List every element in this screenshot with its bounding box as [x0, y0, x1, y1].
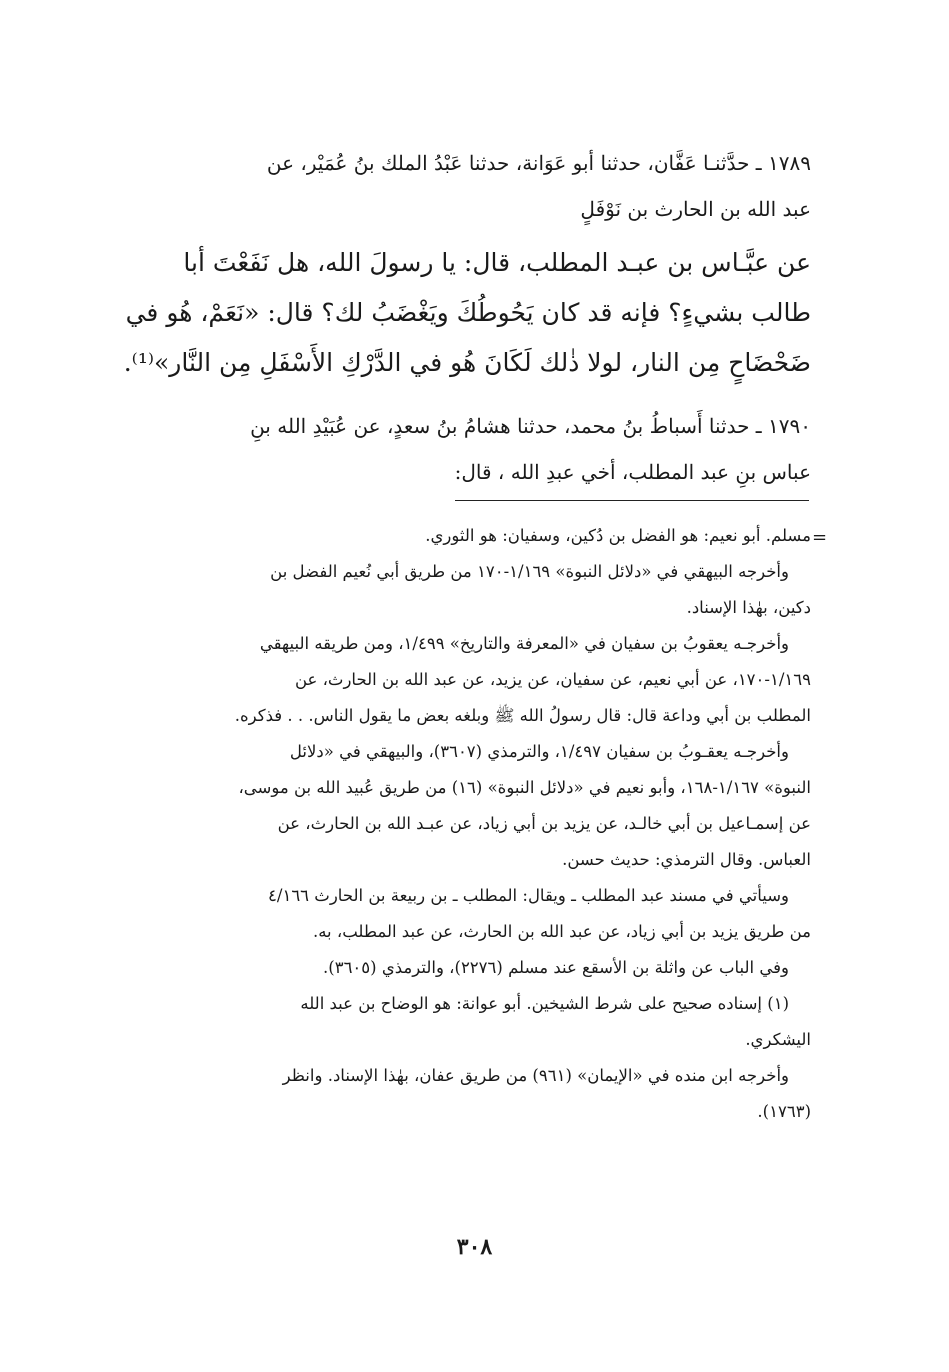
footnote-separator: [455, 500, 809, 501]
footnote-line: وأخرجه البيهقي في «دلائل النبوة» ١/١٦٩-١٧٠ من طريق أبي نُعيم الفضل بن: [270, 562, 789, 581]
footnote-continuation-mark: =: [812, 527, 828, 548]
footnote-line: العباس. وقال الترمذي: حديث حسن.: [562, 850, 811, 869]
text-line: عبد الله بن الحارث بن نَوْفَلٍ: [580, 197, 811, 221]
hadith-1789-matn: [123, 238, 811, 388]
text-line: عن عبَّـاس بن عبـد المطلب، قال: يا رسولَ الله، هل نَفَعْتَ أبا: [183, 248, 811, 277]
text-line: عباس بنِ عبد المطلب، أخي عبدِ الله ، قال:: [454, 460, 811, 484]
footnote-line: وأخرجـه يعقوبُ بن سفيان في «المعرفة والتاريخ» ١/٤٩٩، ومن طريقه البيهقي: [259, 634, 789, 653]
footnote-line: (١٧٦٣).: [757, 1102, 811, 1121]
text-line: ١٧٩٠ ـ حدثنا أَسباطُ بنُ محمد، حدثنا هشامُ بنُ سعدٍ، عن عُبَيْدِ الله بنِ: [250, 414, 811, 438]
footnote-line: اليشكري.: [745, 1030, 811, 1049]
hadith-1790-isnad: [137, 403, 811, 495]
footnote-line: وأخرجه ابن منده في «الإيمان» (٩٦١) من طريق عفان، بهٰذا الإسناد. وانظر: [282, 1066, 789, 1085]
footnote-line: المطلب بن أبي وداعة قال: قال رسولُ الله ﷺ وبلغه بعض ما يقول الناس. . . فذكره.: [234, 706, 811, 725]
text-line: طالب بشيءٍ؟ فإنه قد كان يَحُوطُكَ ويَغْضَبُ لك؟ قال: «نَعَمْ، هُو في: [125, 298, 811, 327]
footnote-line: وأخرجـه يعقـوبُ بن سفيان ١/٤٩٧، والترمذي (٣٦٠٧)، والبيهقي في «دلائل: [289, 742, 789, 761]
footnote-line: عن إسمـاعيل بن أبي خالـد، عن يزيد بن أبي زياد، عن عبـد الله بن الحارث، عن: [277, 814, 811, 833]
footnote-line: ١/١٦٩-١٧٠، عن أبي نعيم، عن سفيان، عن يزيد، عن عبد الله بن الحارث، عن: [294, 670, 811, 689]
footnote-line: النبوة» ١/١٦٧-١٦٨، وأبو نعيم في «دلائل النبوة» (١٦) من طريق عُبيد الله بن موسى،: [238, 778, 811, 797]
footnote-line: (١) إسناده صحيح على شرط الشيخين. أبو عوانة: هو الوضاح بن عبد الله: [300, 994, 789, 1013]
text-line: ضَحْضَاحٍ مِن النار، لولا ذٰلك لَكَانَ هُو في الدَّرْكِ الأَسْفَلِ مِن النَّار»⁽¹⁾.: [123, 348, 811, 377]
footnote-line: مسلم. أبو نعيم: هو الفضل بن دُكين، وسفيان: هو الثوري.: [425, 526, 811, 545]
hadith-1789-isnad: [137, 140, 811, 232]
text-line: ١٧٨٩ ـ حدَّثنـا عَفَّان، حدثنا أبو عَوَانة، حدثنا عَبْدُ الملك بنُ عُمَيْر، عن: [266, 151, 811, 175]
footnotes: [137, 518, 811, 1130]
page-number: ٣٠٨: [456, 1234, 493, 1260]
footnote-line: دكين، بهٰذا الإسناد.: [686, 598, 811, 617]
footnote-line: وفي الباب عن واثلة بن الأسقع عند مسلم (٢٢٧٦)، والترمذي (٣٦٠٥).: [323, 958, 789, 977]
footnote-line: من طريق يزيد بن أبي زياد، عن عبد الله بن الحارث، عن عبد المطلب، به.: [312, 922, 811, 941]
footnote-line: وسيأتي في مسند عبد المطلب ـ ويقال: المطلب ـ بن ربيعة بن الحارث ٤/١٦٦: [268, 886, 789, 905]
